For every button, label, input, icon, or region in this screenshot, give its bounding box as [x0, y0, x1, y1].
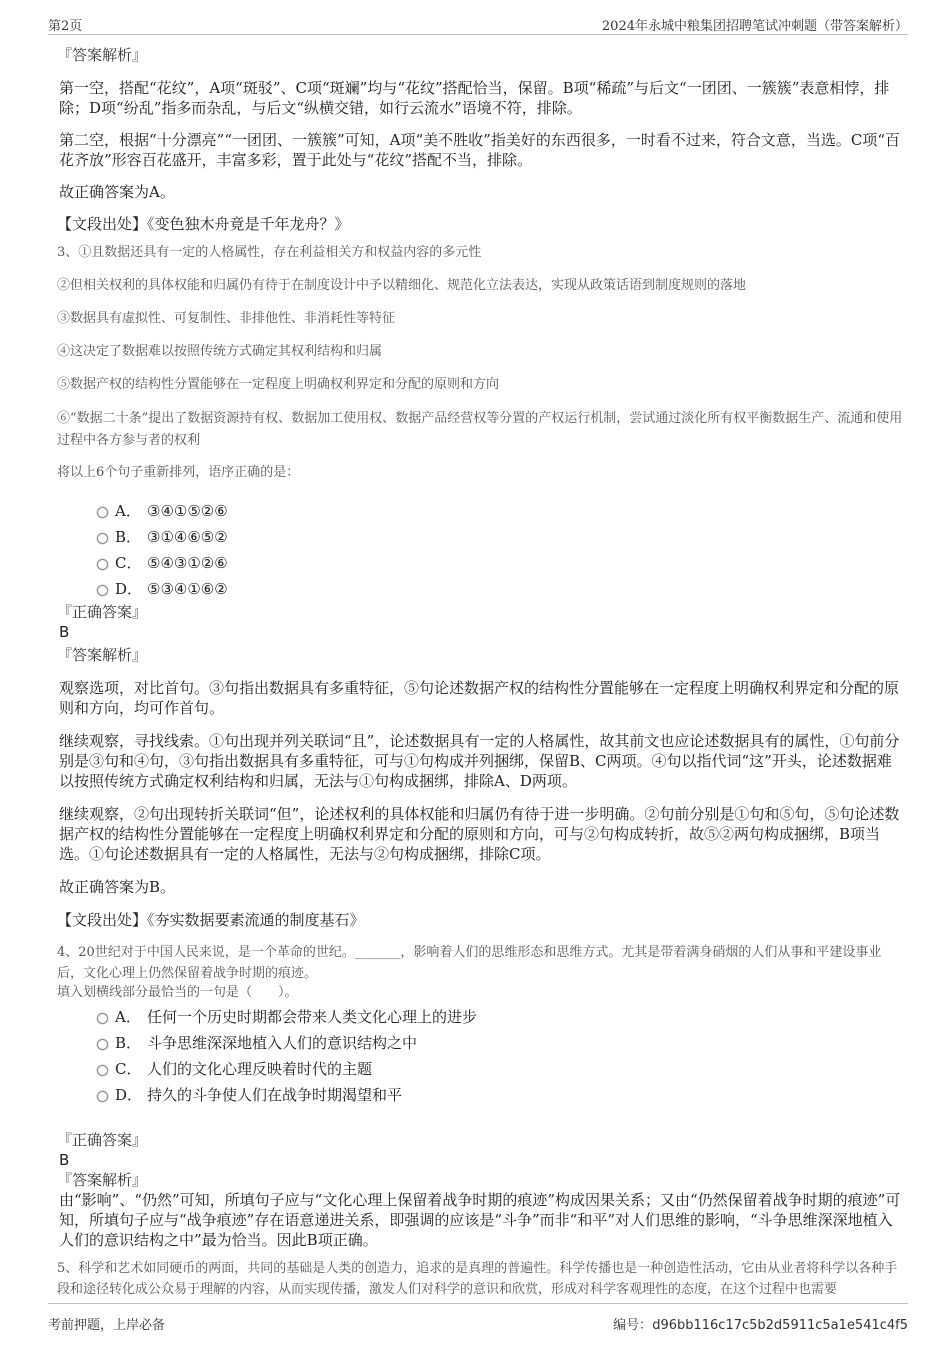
- option-letter: A．: [115, 502, 141, 520]
- radio-icon[interactable]: [97, 1091, 108, 1102]
- code-value: d96bb116c17c5b2d5911c5a1e541c4f5: [652, 1318, 908, 1333]
- q3-analysis-p2: 继续观察，寻找线索。①句出现并列关联词“且”，论述数据具有一定的人格属性，故其前文也应论述数据具有的属性，①句前分别是③句和④句，③句指出数据具有多重特征，可与①句构成并列捆绑，保留B、C两项。④句以指代词“这”开头，论述数据难以按照传统方式确定权利结构和归属，无法与①句构成捆绑，排除A、D两项。: [59, 732, 900, 790]
- q4-option-b[interactable]: [57, 1030, 903, 1056]
- page-content: [57, 45, 903, 1300]
- option-text: 持久的斗争使人们在战争时期渴望和平: [147, 1086, 403, 1104]
- q3-sentence-3: ③数据具有虚拟性、可复制性、非排他性、非消耗性等特征: [57, 311, 396, 326]
- radio-icon[interactable]: [97, 533, 108, 544]
- radio-icon[interactable]: [97, 1065, 108, 1076]
- q3-analysis-p3: 继续观察，②句出现转折关联词“但”，论述权利的具体权能和归属仍有待于进一步明确。②句前分别是①句和⑤句，⑤句论述数据产权的结构性分置能够在一定程度上明确权利界定和分配的原则和方向，可与②句构成转折，故⑤②两句构成捆绑，B项当选。①句论述数据具有一定的人格属性，无法与②句构成捆绑，排除C项。: [59, 805, 900, 863]
- option-letter: B．: [115, 528, 142, 546]
- q3-analysis-label: 『答案解析』: [57, 646, 148, 664]
- option-text: ⑤④③①②⑥: [147, 554, 228, 572]
- q3-prompt: 将以上6个句子重新排列，语序正确的是：: [57, 465, 300, 480]
- option-letter: D．: [115, 1086, 143, 1104]
- q3-sentence-5: ⑤数据产权的结构性分置能够在一定程度上明确权利界定和分配的原则和方向: [57, 377, 500, 392]
- q3-options: [57, 498, 903, 602]
- q2-source: 【文段出处】《变色独木舟竟是千年龙舟？》: [57, 215, 350, 233]
- q3-sentence-4: ④这决定了数据难以按照传统方式确定其权利结构和归属: [57, 344, 383, 359]
- option-text: ⑤③④①⑥②: [147, 580, 228, 598]
- q4-analysis-p1: 由“影响”、“仍然”可知，所填句子应与“文化心理上保留着战争时期的痕迹”构成因果关系；又由“仍然保留着战争时期的痕迹”可知，所填句子应与“战争痕迹”存在语意递进关系，即强调的应该是“斗争”而非“和平”对人们思维的影响，“斗争思维深深地植入人们的意识结构之中”最为恰当。因此B项正确。: [59, 1191, 901, 1249]
- option-text: ③④①⑤②⑥: [147, 502, 228, 520]
- q3-analysis-p1: 观察选项，对比首句。③句指出数据具有多重特征，⑤句论述数据产权的结构性分置能够在一定程度上明确权利界定和分配的原则和方向，均可作首句。: [59, 679, 900, 717]
- radio-icon[interactable]: [97, 559, 108, 570]
- q3-option-c[interactable]: [57, 550, 903, 576]
- page-footer: [48, 1303, 908, 1333]
- q4-stem: 4、20世纪对于中国人民来说，是一个革命的世纪。_______，影响着人们的思维形态和思维方式。尤其是带着满身硝烟的人们从事和平建设事业后，文化心理上仍然保留着战争时期的痕迹。: [57, 945, 882, 981]
- code-label: 编号：: [613, 1318, 653, 1333]
- option-text: 人们的文化心理反映着时代的主题: [147, 1060, 373, 1078]
- q2-analysis-label: 『答案解析』: [57, 46, 148, 64]
- q3-option-d[interactable]: [57, 576, 903, 602]
- document-title: 2024年永城中粮集团招聘笔试冲刺题（带答案解析）: [601, 19, 908, 34]
- q4-answer-label: 『正确答案』: [57, 1131, 148, 1149]
- option-letter: A．: [115, 1008, 141, 1026]
- q3-answer-label: 『正确答案』: [57, 603, 148, 621]
- q3-answer: B: [59, 623, 70, 641]
- q4-prompt: 填入划横线部分最恰当的一句是（ ）。: [57, 985, 298, 1000]
- option-text: 斗争思维深深地植入人们的意识结构之中: [147, 1034, 418, 1052]
- option-letter: D．: [115, 580, 143, 598]
- radio-icon[interactable]: [97, 507, 108, 518]
- q4-answer: B: [59, 1151, 70, 1169]
- q3-option-a[interactable]: [57, 498, 903, 524]
- q3-sentence-6: ⑥“数据二十条”提出了数据资源持有权、数据加工使用权、数据产品经营权等分置的产权运行机制，尝试通过淡化所有权平衡数据生产、流通和使用过程中各方参与者的权利: [57, 411, 903, 448]
- q4-option-d[interactable]: [57, 1082, 903, 1108]
- page-number: 第2页: [48, 19, 83, 34]
- q4-option-c[interactable]: [57, 1056, 903, 1082]
- q4-analysis-label: 『答案解析』: [57, 1171, 148, 1189]
- option-letter: C．: [115, 1060, 142, 1078]
- radio-icon[interactable]: [97, 585, 108, 596]
- q3-option-b[interactable]: [57, 524, 903, 550]
- option-text: ③①④⑥⑤②: [147, 528, 228, 546]
- footer-slogan: 考前押题，上岸必备: [48, 1318, 166, 1333]
- q2-conclusion: 故正确答案为A。: [59, 183, 175, 201]
- q4-options: [57, 1004, 903, 1108]
- option-text: 任何一个历史时期都会带来人类文化心理上的进步: [147, 1008, 478, 1026]
- page-header: [48, 12, 908, 35]
- q2-analysis-p2: 第二空，根据“十分漂亮”“一团团、一簇簇”可知，A项“美不胜收”指美好的东西很多，一时看不过来，符合文意，当选。C项“百花齐放”形容百花盛开，丰富多彩，置于此处与“花纹”搭配不当，排除。: [59, 131, 900, 169]
- option-letter: B．: [115, 1034, 142, 1052]
- q4-option-a[interactable]: [57, 1004, 903, 1030]
- radio-icon[interactable]: [97, 1039, 108, 1050]
- q3-source: 【文段出处】《夯实数据要素流通的制度基石》: [57, 911, 365, 929]
- q3-sentence-2: ②但相关权利的具体权能和归属仍有待于在制度设计中予以精细化、规范化立法表达，实现从政策话语到制度规则的落地: [57, 278, 747, 293]
- q2-analysis-p1: 第一空，搭配“花纹”，A项“斑驳”、C项“斑斓”均与“花纹”搭配恰当，保留。B项“稀疏”与后文“一团团、一簇簇”表意相悖，排除；D项“纷乱”指多而杂乱，与后文“纵横交错，如行云流水”语境不符，排除。: [59, 79, 890, 117]
- radio-icon[interactable]: [97, 1013, 108, 1024]
- q3-conclusion: 故正确答案为B。: [59, 878, 176, 896]
- q3-sentence-1: 3、①且数据还具有一定的人格属性，存在利益相关方和权益内容的多元性: [57, 245, 482, 260]
- document-code: [613, 1314, 908, 1333]
- option-letter: C．: [115, 554, 142, 572]
- q5-stem: 5、科学和艺术如同硬币的两面，共同的基础是人类的创造力，追求的是真理的普遍性。科学传播也是一种创造性活动，它由从业者将科学以各种手段和途径转化成公众易于理解的内容，从而实现传播，激发人们对科学的意识和欣赏，形成对科学客观理性的态度，在这个过程中也需要: [57, 1261, 898, 1297]
